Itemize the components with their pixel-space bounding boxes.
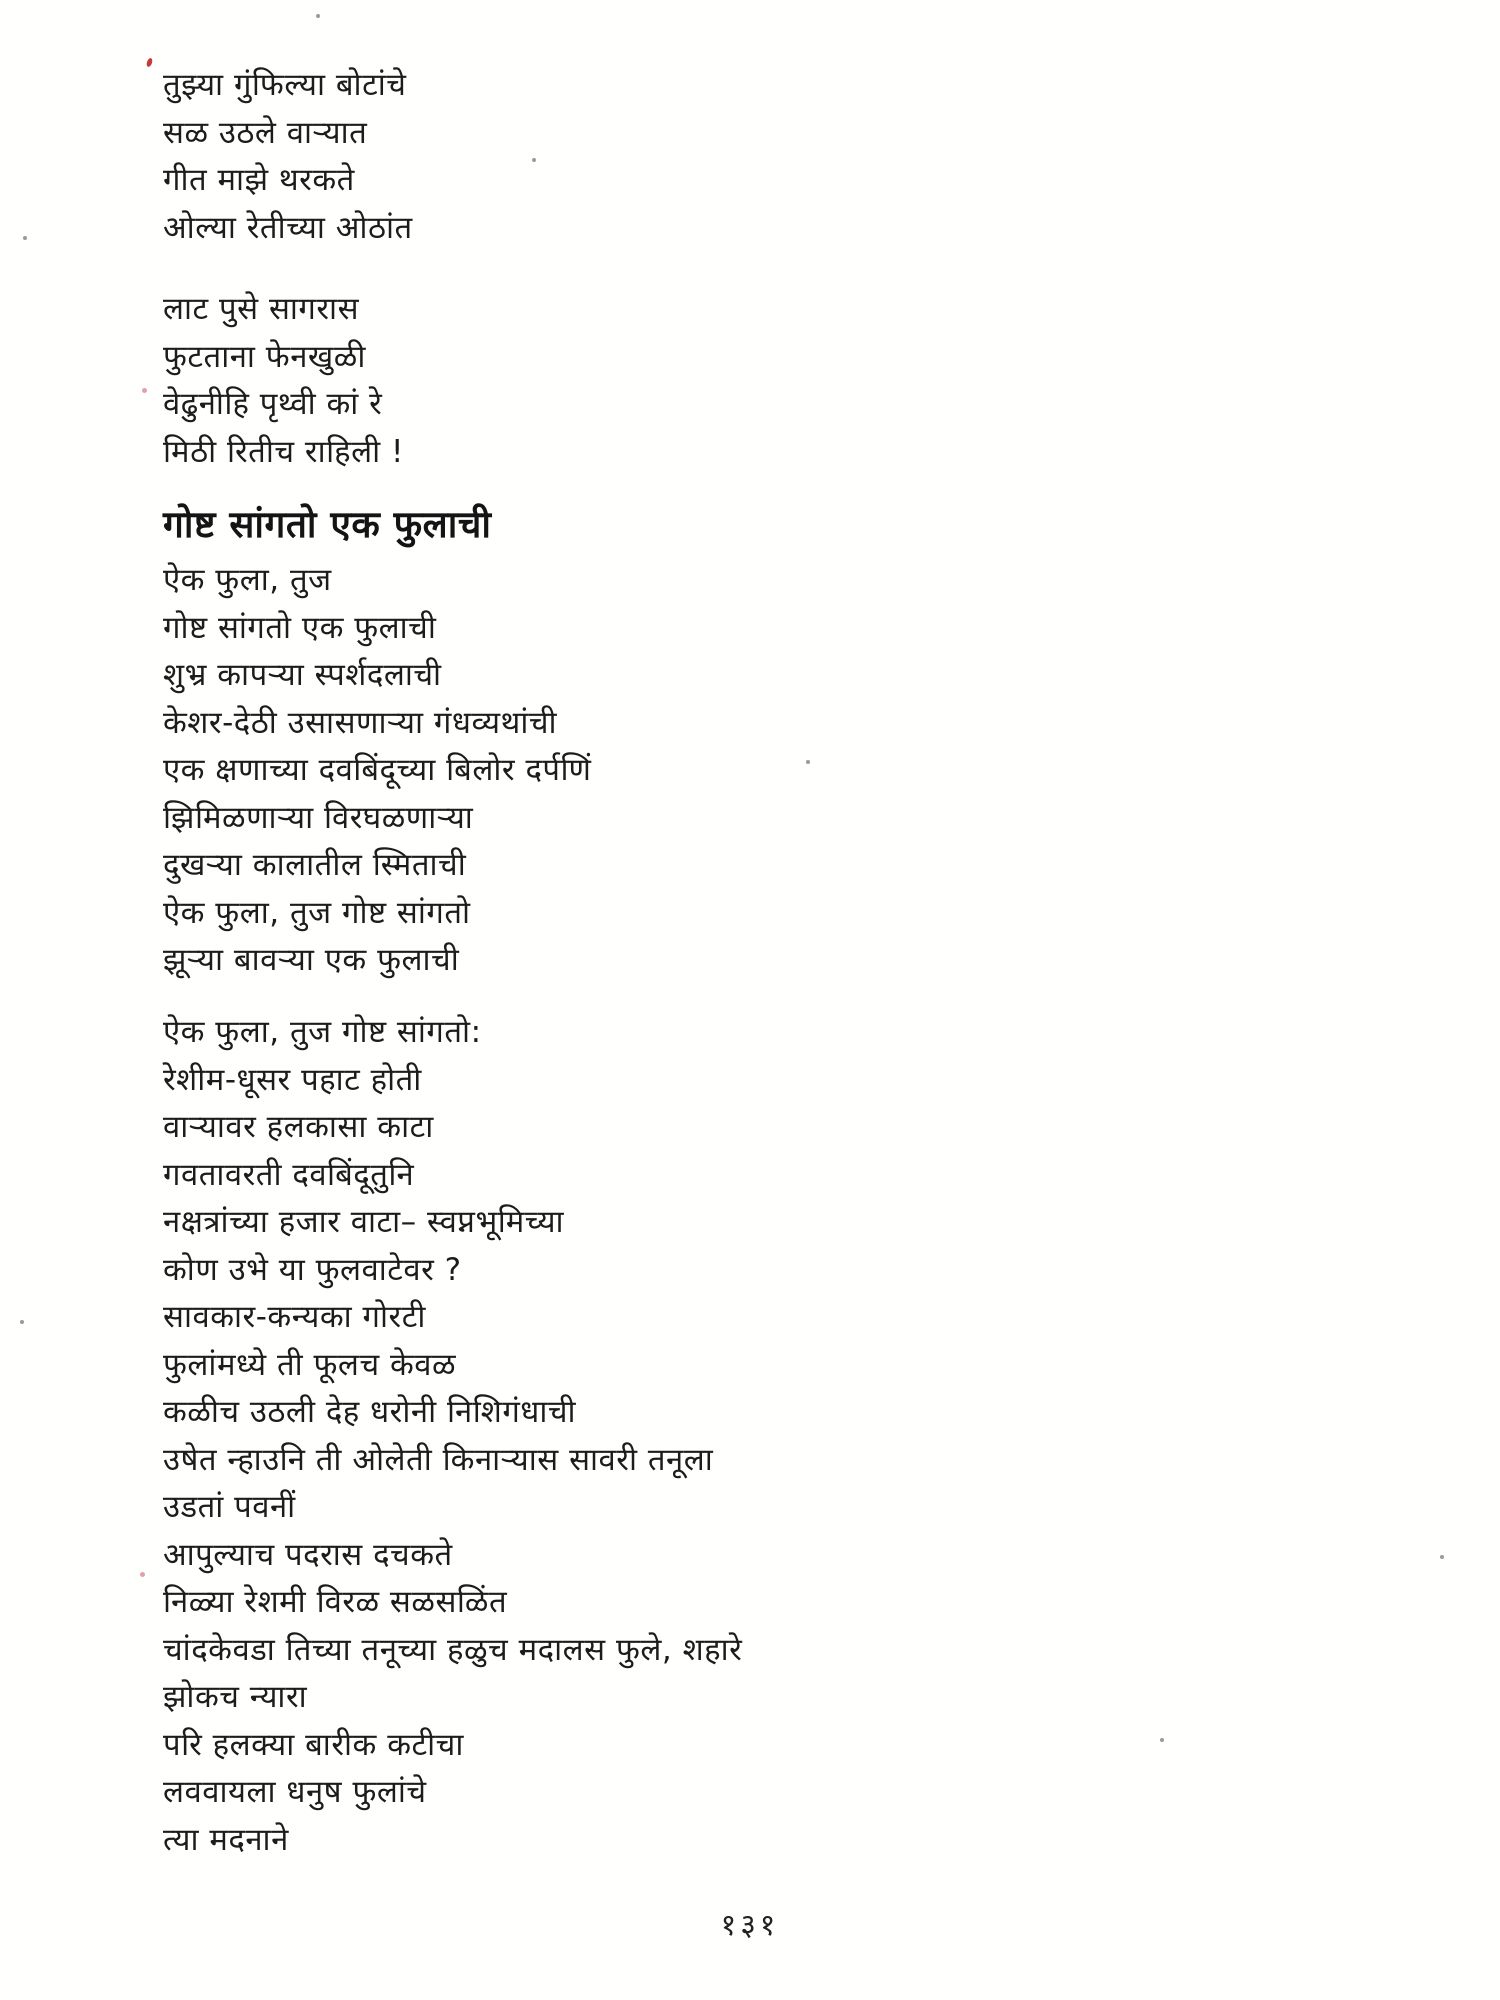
- poem-line: गीत माझे थरकते: [163, 162, 355, 198]
- poem-line: लववायला धनुष फुलांचे: [163, 1774, 427, 1810]
- poem-line: मिठी रितीच राहिली !: [163, 433, 404, 470]
- poem-line: ऐक फुला, तुज: [163, 562, 332, 598]
- scan-speck: [142, 388, 147, 393]
- poem-line: दुखऱ्या कालातील स्मिताची: [163, 847, 467, 883]
- poem-line: कोण उभे या फुलवाटेवर ?: [163, 1251, 462, 1288]
- poem-line: ऐक फुला, तुज गोष्ट सांगतो:: [163, 1014, 482, 1050]
- poem-line: झूऱ्या बावऱ्या एक फुलाची: [163, 942, 460, 978]
- poem-line: फुलांमध्ये ती फूलच केवळ: [163, 1346, 457, 1383]
- stanza-3: [163, 557, 591, 985]
- poem-line: ओल्या रेतीच्या ओठांत: [163, 209, 413, 246]
- poem-line: झिमिळणाऱ्या विरघळणाऱ्या: [163, 799, 474, 836]
- poem-line: आपुल्याच पदरास दचकते: [163, 1536, 453, 1573]
- poem-line: एक क्षणाच्या दवबिंदूच्या बिलोर दर्पणिं: [163, 752, 592, 788]
- scan-speck: [20, 1320, 24, 1324]
- scan-speck: [806, 760, 810, 764]
- poem-line: परि हलक्या बारीक कटीचा: [163, 1726, 464, 1763]
- scan-speck: [140, 1572, 145, 1577]
- poem-line: निळ्या रेशमी विरळ सळसळिंत: [163, 1584, 508, 1620]
- poem-line: उडतां पवनीं: [163, 1489, 296, 1525]
- scan-speck: [146, 57, 154, 67]
- poem-line: लाट पुसे सागरास: [163, 291, 360, 327]
- scan-speck: [316, 14, 320, 18]
- stanza-2: [163, 286, 404, 476]
- page-number: १३१: [720, 1908, 780, 1943]
- poem-line: रेशीम-धूसर पहाट होती: [163, 1061, 422, 1098]
- poem-line: केशर-देठी उसासणाऱ्या गंधव्यथांची: [163, 704, 558, 741]
- poem-line: वाऱ्यावर हलकासा काटा: [163, 1109, 434, 1145]
- poem-line: शुभ्र कापऱ्या स्पर्शदलाची: [163, 657, 442, 693]
- scan-speck: [1160, 1738, 1164, 1742]
- scan-speck: [532, 158, 536, 162]
- poem-line: फुटताना फेनखुळी: [163, 338, 366, 375]
- poem-line: झोकच न्यारा: [163, 1679, 308, 1715]
- poem-line: सावकार-कन्यका गोरटी: [163, 1299, 426, 1335]
- poem-line: उषेत न्हाउनि ती ओलेती किनाऱ्यास सावरी तनूला: [163, 1441, 714, 1478]
- stanza-4: [163, 1009, 742, 1864]
- poem-line: गोष्ट सांगतो एक फुलाची: [163, 609, 437, 646]
- poem-line: चांदकेवडा तिच्या तनूच्या हळुच मदालस फुले, शहारे: [163, 1631, 743, 1668]
- scan-speck: [23, 236, 27, 240]
- stanza-1: [163, 62, 413, 252]
- poem-line: त्या मदनाने: [163, 1821, 289, 1858]
- poem-line: नक्षत्रांच्या हजार वाटा– स्वप्नभूमिच्या: [163, 1204, 565, 1240]
- poem-line: ऐक फुला, तुज गोष्ट सांगतो: [163, 894, 471, 931]
- poem-line: कळीच उठली देह धरोनी निशिगंधाची: [163, 1394, 577, 1430]
- poem-line: वेढुनीहि पृथ्वी कां रे: [163, 386, 383, 422]
- poem-title: गोष्ट सांगतो एक फुलाची: [163, 503, 492, 546]
- poem-line: सळ उठले वाऱ्यात: [163, 114, 368, 151]
- scan-speck: [1440, 1555, 1444, 1559]
- poem-line: गवतावरती दवबिंदूतुनि: [163, 1156, 415, 1193]
- poem-line: तुझ्या गुंफिल्या बोटांचे: [163, 67, 407, 103]
